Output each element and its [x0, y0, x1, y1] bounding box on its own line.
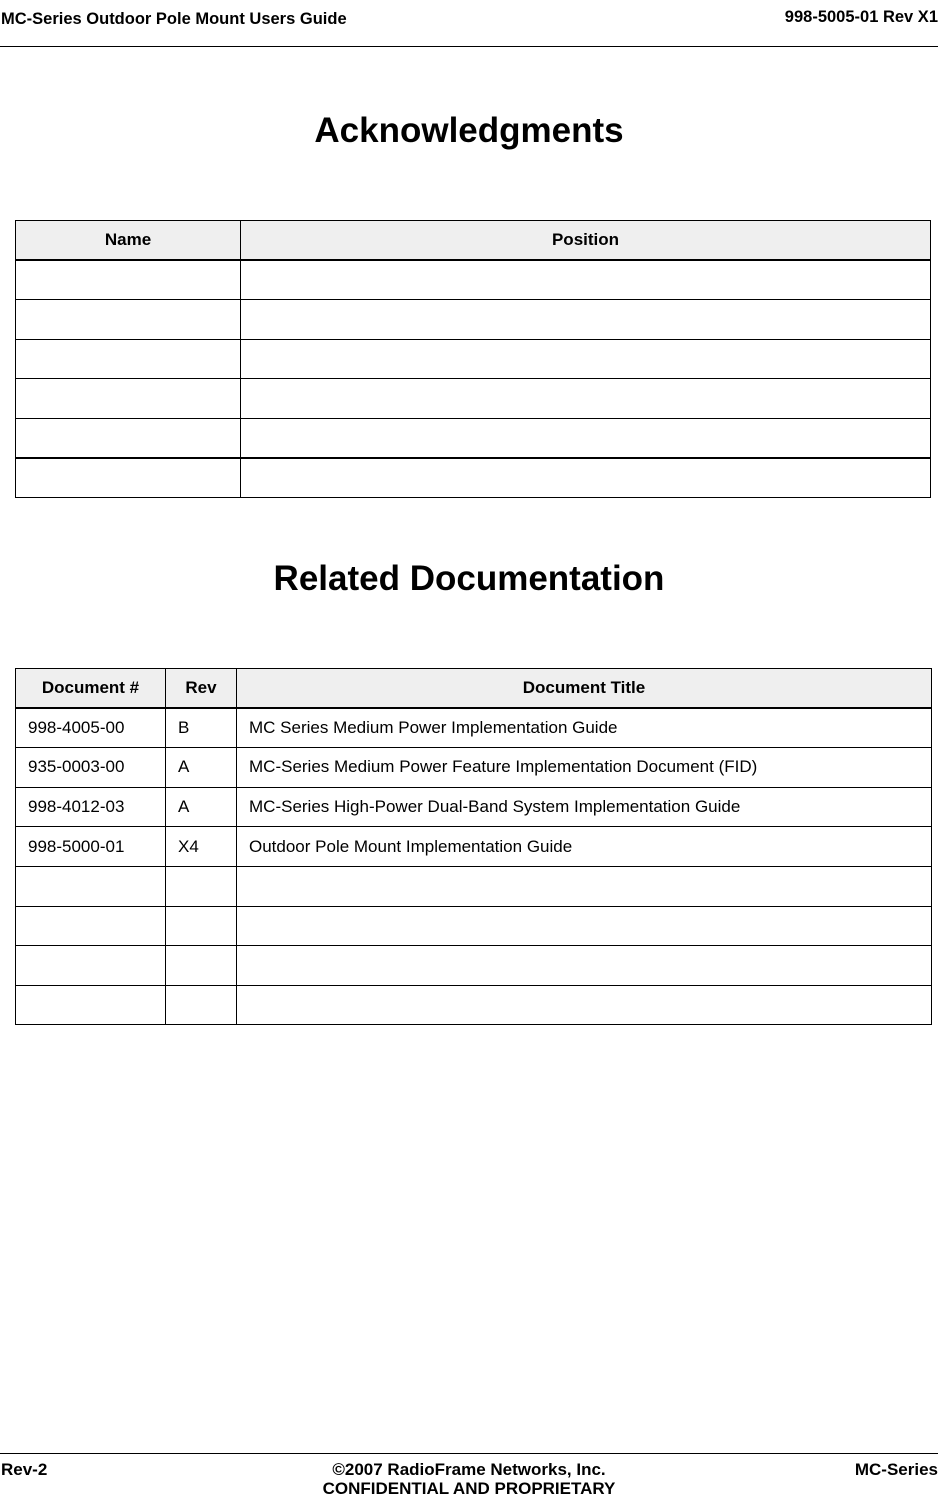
column-header-name: Name — [16, 221, 241, 261]
document-title-cell: MC-Series Medium Power Feature Implementation Document (FID) — [237, 748, 932, 788]
document-title-cell: MC Series Medium Power Implementation Guide — [237, 708, 932, 748]
position-cell — [241, 339, 931, 379]
column-header-rev: Rev — [166, 669, 237, 709]
table-row — [16, 906, 932, 946]
table-row — [16, 708, 932, 748]
document-number-cell — [16, 946, 166, 986]
position-cell — [241, 458, 931, 498]
table-row — [16, 458, 931, 498]
footer-confidential-line: CONFIDENTIAL AND PROPRIETARY — [322, 1479, 616, 1498]
position-cell — [241, 379, 931, 419]
acknowledgments-heading: Acknowledgments — [314, 111, 624, 150]
footer-revision: Rev-2 — [1, 1460, 48, 1479]
name-cell — [16, 260, 241, 300]
name-cell — [16, 418, 241, 458]
table-row — [16, 866, 932, 906]
document-title-cell — [237, 866, 932, 906]
rev-cell: A — [166, 787, 237, 827]
document-number-cell — [16, 985, 166, 1025]
header-doc-number: 998-5005-01 Rev X1 — [784, 8, 938, 26]
rev-cell — [166, 866, 237, 906]
table-row — [16, 339, 931, 379]
table-row — [16, 827, 932, 867]
document-title-cell — [237, 906, 932, 946]
document-number-cell: 998-5000-01 — [16, 827, 166, 867]
document-title-cell — [237, 985, 932, 1025]
document-number-cell — [16, 866, 166, 906]
table-row — [16, 300, 931, 340]
header-divider — [0, 46, 938, 47]
column-header-document-title: Document Title — [237, 669, 932, 709]
rev-cell: A — [166, 748, 237, 788]
column-header-document-number: Document # — [16, 669, 166, 709]
document-title-cell: Outdoor Pole Mount Implementation Guide — [237, 827, 932, 867]
table-row — [16, 260, 931, 300]
footer-divider — [0, 1453, 938, 1454]
footer-product: MC-Series — [854, 1460, 938, 1479]
name-cell — [16, 339, 241, 379]
name-cell — [16, 300, 241, 340]
table-header-row — [16, 669, 932, 709]
document-number-cell: 935-0003-00 — [16, 748, 166, 788]
position-cell — [241, 260, 931, 300]
name-cell — [16, 379, 241, 419]
rev-cell — [166, 985, 237, 1025]
column-header-position: Position — [241, 221, 931, 261]
rev-cell — [166, 906, 237, 946]
table-row — [16, 748, 932, 788]
table-row — [16, 787, 932, 827]
document-title-cell: MC-Series High-Power Dual-Band System Implementation Guide — [237, 787, 932, 827]
rev-cell: B — [166, 708, 237, 748]
document-number-cell: 998-4005-00 — [16, 708, 166, 748]
footer-copyright — [0, 1460, 938, 1498]
rev-cell: X4 — [166, 827, 237, 867]
document-title-cell — [237, 946, 932, 986]
document-number-cell — [16, 906, 166, 946]
footer-copyright-line: ©2007 RadioFrame Networks, Inc. — [332, 1460, 606, 1479]
position-cell — [241, 418, 931, 458]
rev-cell — [166, 946, 237, 986]
table-row — [16, 379, 931, 419]
related-documentation-table — [15, 668, 932, 1025]
acknowledgments-table — [15, 220, 931, 498]
header-doc-title: MC-Series Outdoor Pole Mount Users Guide — [1, 10, 347, 28]
related-documentation-heading: Related Documentation — [273, 559, 665, 598]
document-number-cell: 998-4012-03 — [16, 787, 166, 827]
name-cell — [16, 458, 241, 498]
table-row — [16, 418, 931, 458]
table-header-row — [16, 221, 931, 261]
position-cell — [241, 300, 931, 340]
table-row — [16, 985, 932, 1025]
table-row — [16, 946, 932, 986]
